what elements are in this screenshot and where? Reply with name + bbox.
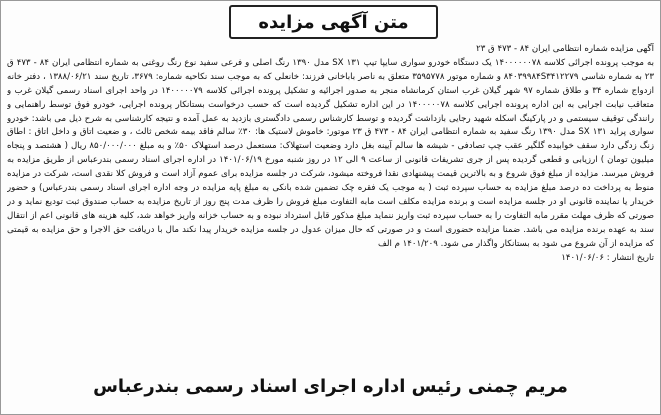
notice-body [7,43,654,365]
notice-heading-line: آگهی مزایده شماره انتظامی ایران ۸۴ - ۴۷۳ ق ۲۳ [476,44,654,54]
notice-main-text: به موجب پرونده اجرائی کلاسه ۱۴۰۰۰۰۰۰۷۸ یک دستگاه خودرو سواری سایپا تیپ ۱۳۱ SX مدل ۱۳۹۰ رنگ اصلی و فرعی سفید نوع رنگ روغنی به شماره انتظامی ایران ۸۴ - ۴۷۳ ق ۲۳ به شماره شاسی ۸۴۰۳۹۹۸۴S۳۴۱۲۲۷۹ و شماره موتور ۳۵۹۵۷۷۸ متعلق به ناصر باباخانی فرزند: خانعلی که به موجب سند نکاحیه شماره: ۳۶۷۹، تاریخ سند ۱۳۸۸/۰۶/۲۱ ، دفتر خانه ازدواج شماره ۳۴ و طلاق شماره ۹۷ شهر گیلان غرب استان کرمانشاه منجر به صدور اجرائیه و تشکیل پرونده اجرائی کلاسه ۱۴۰۰۰۰۰۷۹ در واحد اجرای اسناد رسمی گیلان غرب و متعاقب نیابت اجرایی به این اداره پرونده اجرایی کلاسه ۱۴۰۰۰۰۰۷۸ در این اداره تشکیل گردیده است که حسب درخواست بستانکار پرونده اجرایی، خودرو فوق توسط راهنمایی و رانندگی توقیف سیستمی و در پارکینگ اسکله شهید رجایی بازداشت گردیده و توسط کارشناس رسمی دادگستری بازدید به عمل آمده و نتیجه کارشناسی به شرح ذیل می باشد: خودرو سواری پراید ۱۳۱ SX مدل ۱۳۹۰ رنگ سفید به شماره انتظامی ایران ۸۴ - ۴۷۳ ق ۲۳ موتور: خاموش لاستیک ها: ۳۰٪ سالم فاقد بیمه شخص ثالث ، و ضعیت اتاق و داخل اتاق : اطاق زنگ زدگی دارد سقف خوابیده گلگیر عقب چپ تصادفی - شیشه ها سالم آیینه بغل دارد وضعیت استهلاک: مستعمل درصد استهلاک ۵۰٪ و به مبلغ ۸۵۰/۰۰۰/۰۰۰ ریال ( هشتصد و پنجاه میلیون تومان ) ارزیابی و قطعی گردیده پس از جری تشریفات قانونی از ساعت ۹ الی ۱۲ در روز شنبه مورخ ۱۴۰۱/۰۶/۱۹ در اداره اجرای اسناد رسمی بندرعباس از طریق مزایده به فروش میرسد. مزایده از مبلغ فوق شروع و به بالاترین قیمت پیشنهادی نقدا فروخته میشود، شرکت در جلسه مزایده برای عموم آزاد است و فروش کلا نقدی است، شرکت در مزایده منوط به پرداخت ده درصد مبلغ مزایده به حساب سپرده ثبت ( به موجب یک فقره چک تضمین شده بانکی به مبلغ پایه مزایده در وجه اداره اجرای اسناد رسمی بندرعباس) و حضور خریدار یا نماینده قانونی او در جلسه مزایده است و برنده مزایده مکلف است مابه التفاوت مبلغ فروش را ظرف مدت پنج روز از تاریخ مزایده به حساب صندوق ثبت تودیع نماید و در صورتی که ظرف مهلت مقرر مابه التفاوت را به حساب سپرده ثبت واریز ننماید مبلغ مذکور قابل استرداد نبوده و به حساب خزانه واریز خواهد شد، کلیه هزینه های قانونی اعم از انتقال سند به عهده برنده مزایده می باشد. ضمنا مزایده حضوری است و در صورتی که حال میزان عدول در جلسه مزایده خریدار پیدا نکند مال با دریافت حق الاجرا و حق مزایده به قیمتی که مزایده از آن شروع می شود به بستانکار واگذار می شود. ۱۴۰۱/۲۰۹ م الف [7,57,654,249]
notice-title: متن آگهی مزایده [229,5,438,39]
publish-date: تاریخ انتشار : ۱۴۰۱/۰۶/۰۶ [561,252,654,263]
signature-line: مریم چمنی رئیس اداره اجرای اسناد رسمی بندرعباس [93,376,568,397]
